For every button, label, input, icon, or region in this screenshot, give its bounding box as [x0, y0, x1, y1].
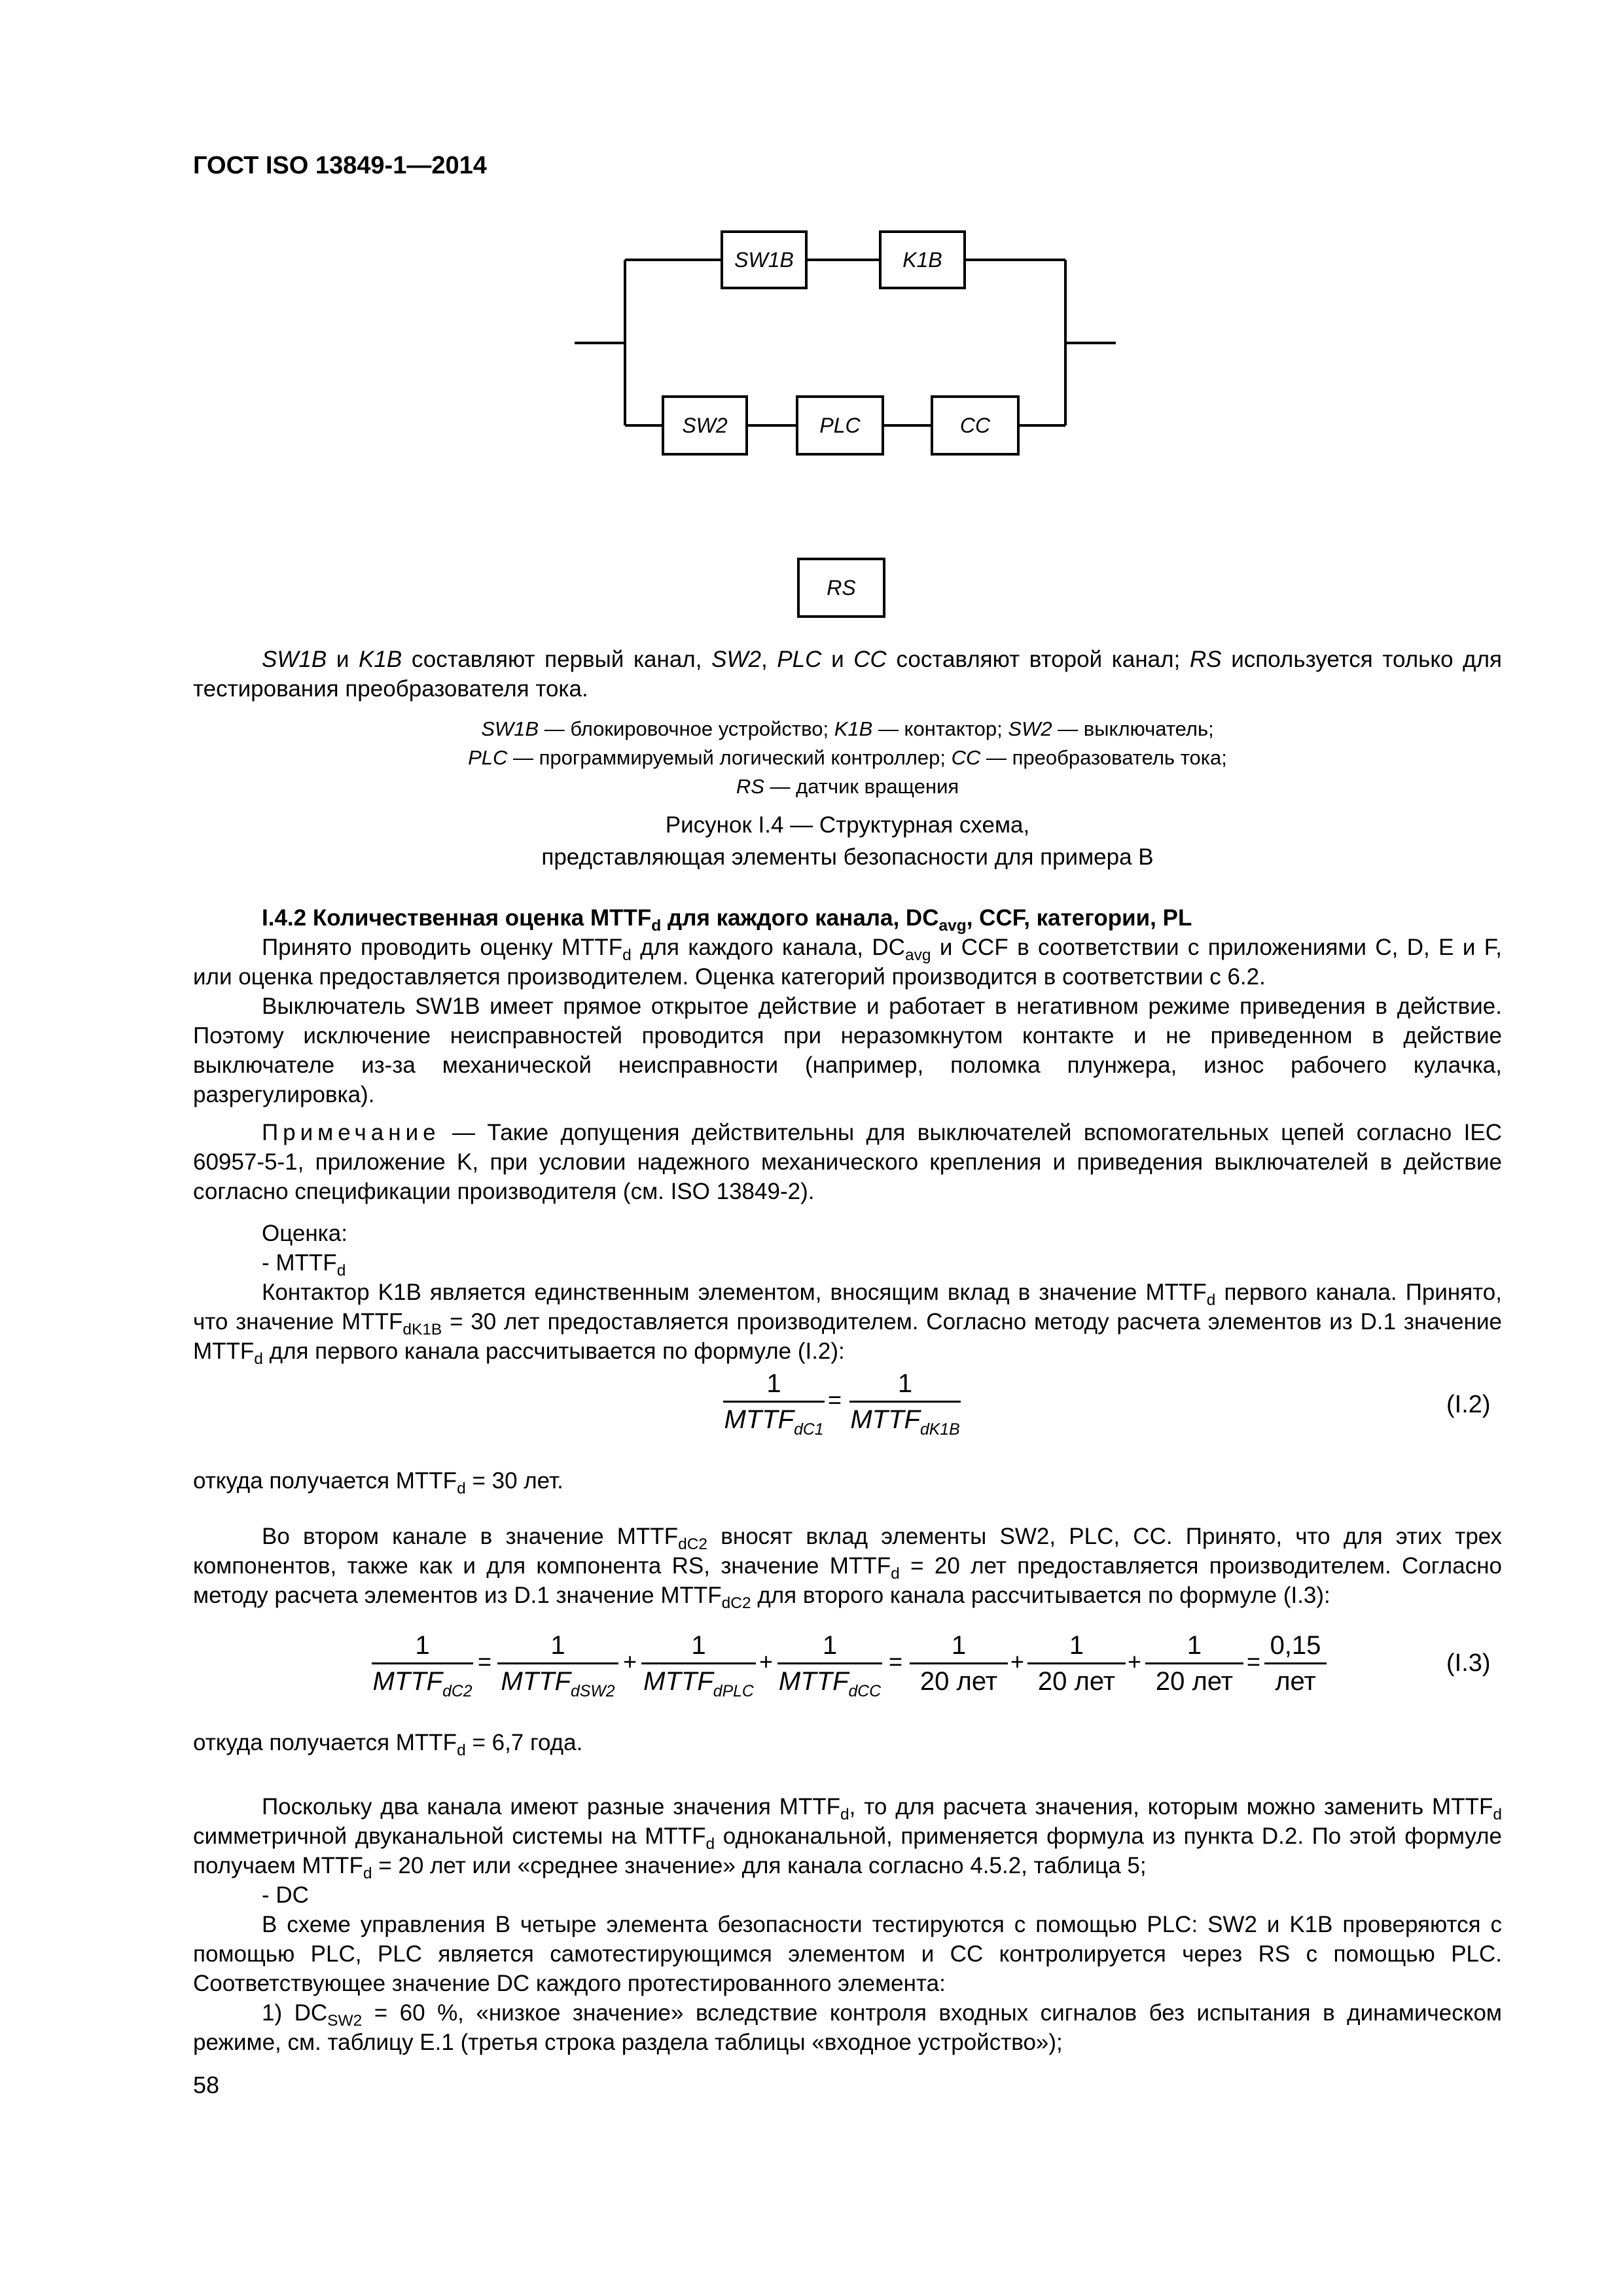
- note: Примечание — Такие допущения действительны для выключателей вспомогательных цепей согласно IEC 60957-5-1, приложение K, при условии надежного механического крепления и приведения выключателей в действие согласно спецификации производителя (см. ISO 13849-2).: [193, 1120, 1502, 1204]
- caption-line: Рисунок I.4 — Структурная схема,: [665, 812, 1030, 838]
- equals-sign: =: [1247, 1648, 1261, 1675]
- equals-sign: =: [478, 1648, 492, 1675]
- list-item-dc-sw2: 1) $DC_{SW2} = 60$ %, «низкое значение» вследствие контроля входных сигналов без испытания в динамическом режиме, см. таблицу E.1 (третья строка раздела таблицы «входное устройство»);: [193, 2000, 1502, 2055]
- fraction: 1 $MTTF_{dCC}$: [778, 1631, 882, 1700]
- block-cc: CC: [931, 395, 1020, 456]
- mttf-item: - $MTTF_d$: [262, 1250, 346, 1280]
- diagram-description: SW1B и K1B составляют первый канал, SW2, PLC и CC составляют второй канал; RS используется только для тестирования преобразователя тока.: [193, 647, 1502, 702]
- fraction: 1 20 лет: [910, 1628, 1008, 1698]
- paragraph-assessment: Принято проводить оценку $MTTF_d$ для каждого канала, $DC_{avg}$ и CCF в соответствии с приложениями C, D, E и F, или оценка предоставляется производителем. Оценка категорий производится в соответствии с 6.2.: [193, 935, 1502, 990]
- paragraph-switch: Выключатель SW1B имеет прямое открытое действие и работает в негативном режиме приведения в действие. Поэтому исключение неисправностей проводится при неразомкнутом контакте и не приведенном в действие выключателе из-за механической неисправности (например, поломка плунжера, износ рабочего кулачка, разрегулировка).: [193, 994, 1502, 1107]
- result-line: откуда получается $MTTF_d = 6,7$ года.: [193, 1730, 583, 1759]
- diagram-lines: [0, 0, 1623, 641]
- fraction: 1 $MTTF_{dPLC}$: [641, 1628, 756, 1698]
- fraction: 1 20 лет: [1145, 1628, 1243, 1698]
- paragraph-two-channels: Поскольку два канала имеют разные значения $MTTF_d$, то для расчета значения, которым можно заменить $MTTF_d$ симметричной двуканальной системы на $MTTF_d$ одноканальной, применяется формула из пункта D.2. По этой формуле получаем $MTTF_d = 20$ лет или «среднее значение» для канала согласно 4.5.2, таблица 5;: [193, 1794, 1502, 1882]
- block-k1b: K1B: [879, 230, 966, 289]
- block-sw2: SW2: [662, 395, 748, 456]
- equals-sign: =: [889, 1648, 903, 1675]
- paragraph-testing: В схеме управления В четыре элемента безопасности тестируются с помощью PLC: SW2 и K1B проверяются с помощью PLC, PLC является самотестирующимся элементом и CC контролируется через RS с помощью PLC. Соответствующее значение DC каждого протестированного элемента:: [193, 1912, 1502, 1996]
- section-heading: I.4.2 Количественная оценка $MTTF_d$ для каждого канала, $DC_{avg}$, CCF, категории, PL: [262, 905, 1192, 935]
- fraction: 1 $MTTF_{dK1B}$: [850, 1369, 960, 1439]
- dc-item: - DC: [262, 1882, 309, 1908]
- plus-sign: +: [1128, 1648, 1142, 1675]
- legend-line: PLC — программируемый логический контроллер; CC — преобразователь тока;: [468, 746, 1227, 769]
- figure-caption: [193, 809, 1502, 873]
- fraction: 1 $MTTF_{dSW2}$: [497, 1628, 618, 1698]
- block-plc: PLC: [796, 395, 884, 456]
- fraction: 1 20 лет: [1027, 1628, 1126, 1698]
- equation-number: (I.3): [1446, 1649, 1491, 1677]
- block-sw1b: SW1B: [721, 230, 808, 289]
- plus-sign: +: [759, 1648, 774, 1675]
- document-header: ГОСТ ISO 13849-1—2014: [193, 152, 487, 179]
- plus-sign: +: [623, 1648, 637, 1675]
- fraction: 0,15 лет: [1264, 1628, 1327, 1698]
- paragraph-contactor: Контактор K1B является единственным элементом, вносящим вклад в значение $MTTF_d$ первого канала. Принято, что значение $MTTF_{dK1B} = 30$ лет предоставляется производителем. Согласно методу расчета элементов из D.1 значение $MTTF_d$ для первого канала рассчитывается по формуле (I.2):: [193, 1280, 1502, 1368]
- caption-line: представляющая элементы безопасности для примера В: [541, 844, 1154, 870]
- fraction: 1 $MTTF_{dC2}$: [372, 1631, 473, 1700]
- legend-line: RS — датчик вращения: [736, 775, 959, 798]
- page-number: 58: [193, 2072, 220, 2098]
- legend-line: SW1B — блокировочное устройство; K1B — контактор; SW2 — выключатель;: [481, 717, 1214, 740]
- equals-sign: =: [828, 1386, 842, 1413]
- result-line: откуда получается $MTTF_d = 30$ лет.: [193, 1468, 563, 1498]
- paragraph-second-channel: Во втором канале в значение $MTTF_{dC2}$ вносят вклад элементы SW2, PLC, CC. Принято, что для этих трех компонентов, также как и для компонента RS, значение $MTTF_d = 20$ лет предоставляется производителем. Согласно методу расчета элементов из D.1 значение $MTTF_{dC2}$ для второго канала рассчитывается по формуле (I.3):: [193, 1524, 1502, 1612]
- equation-number: (I.2): [1446, 1391, 1491, 1418]
- figure-legend: [193, 715, 1502, 801]
- plus-sign: +: [1010, 1648, 1025, 1675]
- evaluation-label: Оценка:: [262, 1221, 348, 1246]
- block-rs: RS: [797, 558, 885, 618]
- fraction: 1 $MTTF_{dC1}$: [724, 1369, 824, 1439]
